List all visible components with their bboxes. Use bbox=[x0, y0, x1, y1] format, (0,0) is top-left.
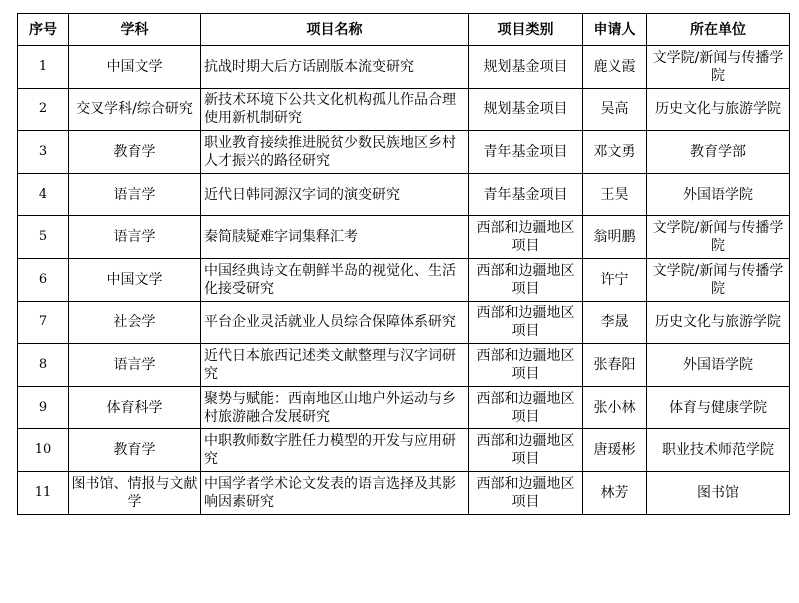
cell-subject: 图书馆、情报与文献学 bbox=[69, 471, 201, 514]
header-title: 项目名称 bbox=[201, 14, 469, 46]
cell-category: 规划基金项目 bbox=[469, 88, 583, 131]
cell-subject: 语言学 bbox=[69, 216, 201, 259]
cell-category: 青年基金项目 bbox=[469, 173, 583, 216]
cell-applicant: 翁明鹏 bbox=[583, 216, 647, 259]
cell-applicant: 张小林 bbox=[583, 386, 647, 429]
cell-no: 4 bbox=[18, 173, 69, 216]
cell-category: 西部和边疆地区项目 bbox=[469, 258, 583, 301]
cell-no: 1 bbox=[18, 46, 69, 89]
cell-applicant: 唐瑗彬 bbox=[583, 429, 647, 472]
cell-title: 中国经典诗文在朝鲜半岛的视觉化、生活化接受研究 bbox=[201, 258, 469, 301]
cell-subject: 体育科学 bbox=[69, 386, 201, 429]
cell-subject: 教育学 bbox=[69, 429, 201, 472]
cell-applicant: 林芳 bbox=[583, 471, 647, 514]
table-row bbox=[18, 429, 790, 472]
cell-no: 2 bbox=[18, 88, 69, 131]
cell-title: 近代日韩同源汉字词的演变研究 bbox=[201, 173, 469, 216]
cell-applicant: 许宁 bbox=[583, 258, 647, 301]
cell-category: 西部和边疆地区项目 bbox=[469, 344, 583, 387]
cell-unit: 文学院/新闻与传播学院 bbox=[647, 216, 790, 259]
cell-title: 中职教师数字胜任力模型的开发与应用研究 bbox=[201, 429, 469, 472]
cell-unit: 教育学部 bbox=[647, 131, 790, 174]
cell-category: 西部和边疆地区项目 bbox=[469, 216, 583, 259]
table-row bbox=[18, 173, 790, 216]
cell-title: 近代日本旅西记述类文献整理与汉字词研究 bbox=[201, 344, 469, 387]
cell-no: 8 bbox=[18, 344, 69, 387]
cell-unit: 体育与健康学院 bbox=[647, 386, 790, 429]
header-no: 序号 bbox=[18, 14, 69, 46]
header-category: 项目类别 bbox=[469, 14, 583, 46]
cell-applicant: 王昊 bbox=[583, 173, 647, 216]
cell-category: 西部和边疆地区项目 bbox=[469, 386, 583, 429]
cell-applicant: 张春阳 bbox=[583, 344, 647, 387]
cell-unit: 文学院/新闻与传播学院 bbox=[647, 258, 790, 301]
table-row bbox=[18, 46, 790, 89]
cell-title: 秦简牍疑难字词集释汇考 bbox=[201, 216, 469, 259]
cell-no: 5 bbox=[18, 216, 69, 259]
cell-title: 中国学者学术论文发表的语言选择及其影响因素研究 bbox=[201, 471, 469, 514]
header-row bbox=[18, 14, 790, 46]
cell-applicant: 邓文勇 bbox=[583, 131, 647, 174]
cell-applicant: 吴高 bbox=[583, 88, 647, 131]
table-row bbox=[18, 258, 790, 301]
cell-category: 西部和边疆地区项目 bbox=[469, 301, 583, 344]
table-row bbox=[18, 88, 790, 131]
project-table bbox=[17, 13, 790, 515]
cell-no: 7 bbox=[18, 301, 69, 344]
cell-title: 抗战时期大后方话剧版本流变研究 bbox=[201, 46, 469, 89]
cell-category: 西部和边疆地区项目 bbox=[469, 429, 583, 472]
table-row bbox=[18, 471, 790, 514]
cell-subject: 教育学 bbox=[69, 131, 201, 174]
table-row bbox=[18, 344, 790, 387]
cell-no: 9 bbox=[18, 386, 69, 429]
header-unit: 所在单位 bbox=[647, 14, 790, 46]
cell-unit: 职业技术师范学院 bbox=[647, 429, 790, 472]
cell-no: 3 bbox=[18, 131, 69, 174]
cell-subject: 交叉学科/综合研究 bbox=[69, 88, 201, 131]
cell-title: 平台企业灵活就业人员综合保障体系研究 bbox=[201, 301, 469, 344]
cell-subject: 社会学 bbox=[69, 301, 201, 344]
cell-unit: 历史文化与旅游学院 bbox=[647, 301, 790, 344]
cell-unit: 外国语学院 bbox=[647, 173, 790, 216]
cell-applicant: 鹿义霞 bbox=[583, 46, 647, 89]
cell-no: 11 bbox=[18, 471, 69, 514]
cell-no: 10 bbox=[18, 429, 69, 472]
cell-no: 6 bbox=[18, 258, 69, 301]
header-applicant: 申请人 bbox=[583, 14, 647, 46]
table-row bbox=[18, 301, 790, 344]
cell-unit: 图书馆 bbox=[647, 471, 790, 514]
cell-unit: 文学院/新闻与传播学院 bbox=[647, 46, 790, 89]
cell-category: 青年基金项目 bbox=[469, 131, 583, 174]
table-row bbox=[18, 216, 790, 259]
cell-category: 西部和边疆地区项目 bbox=[469, 471, 583, 514]
cell-title: 新技术环境下公共文化机构孤儿作品合理使用新机制研究 bbox=[201, 88, 469, 131]
cell-subject: 语言学 bbox=[69, 173, 201, 216]
cell-category: 规划基金项目 bbox=[469, 46, 583, 89]
cell-subject: 中国文学 bbox=[69, 258, 201, 301]
table-row bbox=[18, 386, 790, 429]
cell-subject: 中国文学 bbox=[69, 46, 201, 89]
cell-subject: 语言学 bbox=[69, 344, 201, 387]
cell-applicant: 李晟 bbox=[583, 301, 647, 344]
table-row bbox=[18, 131, 790, 174]
header-subject: 学科 bbox=[69, 14, 201, 46]
cell-title: 聚势与赋能：西南地区山地户外运动与乡村旅游融合发展研究 bbox=[201, 386, 469, 429]
cell-title: 职业教育接续推进脱贫少数民族地区乡村人才振兴的路径研究 bbox=[201, 131, 469, 174]
cell-unit: 外国语学院 bbox=[647, 344, 790, 387]
cell-unit: 历史文化与旅游学院 bbox=[647, 88, 790, 131]
